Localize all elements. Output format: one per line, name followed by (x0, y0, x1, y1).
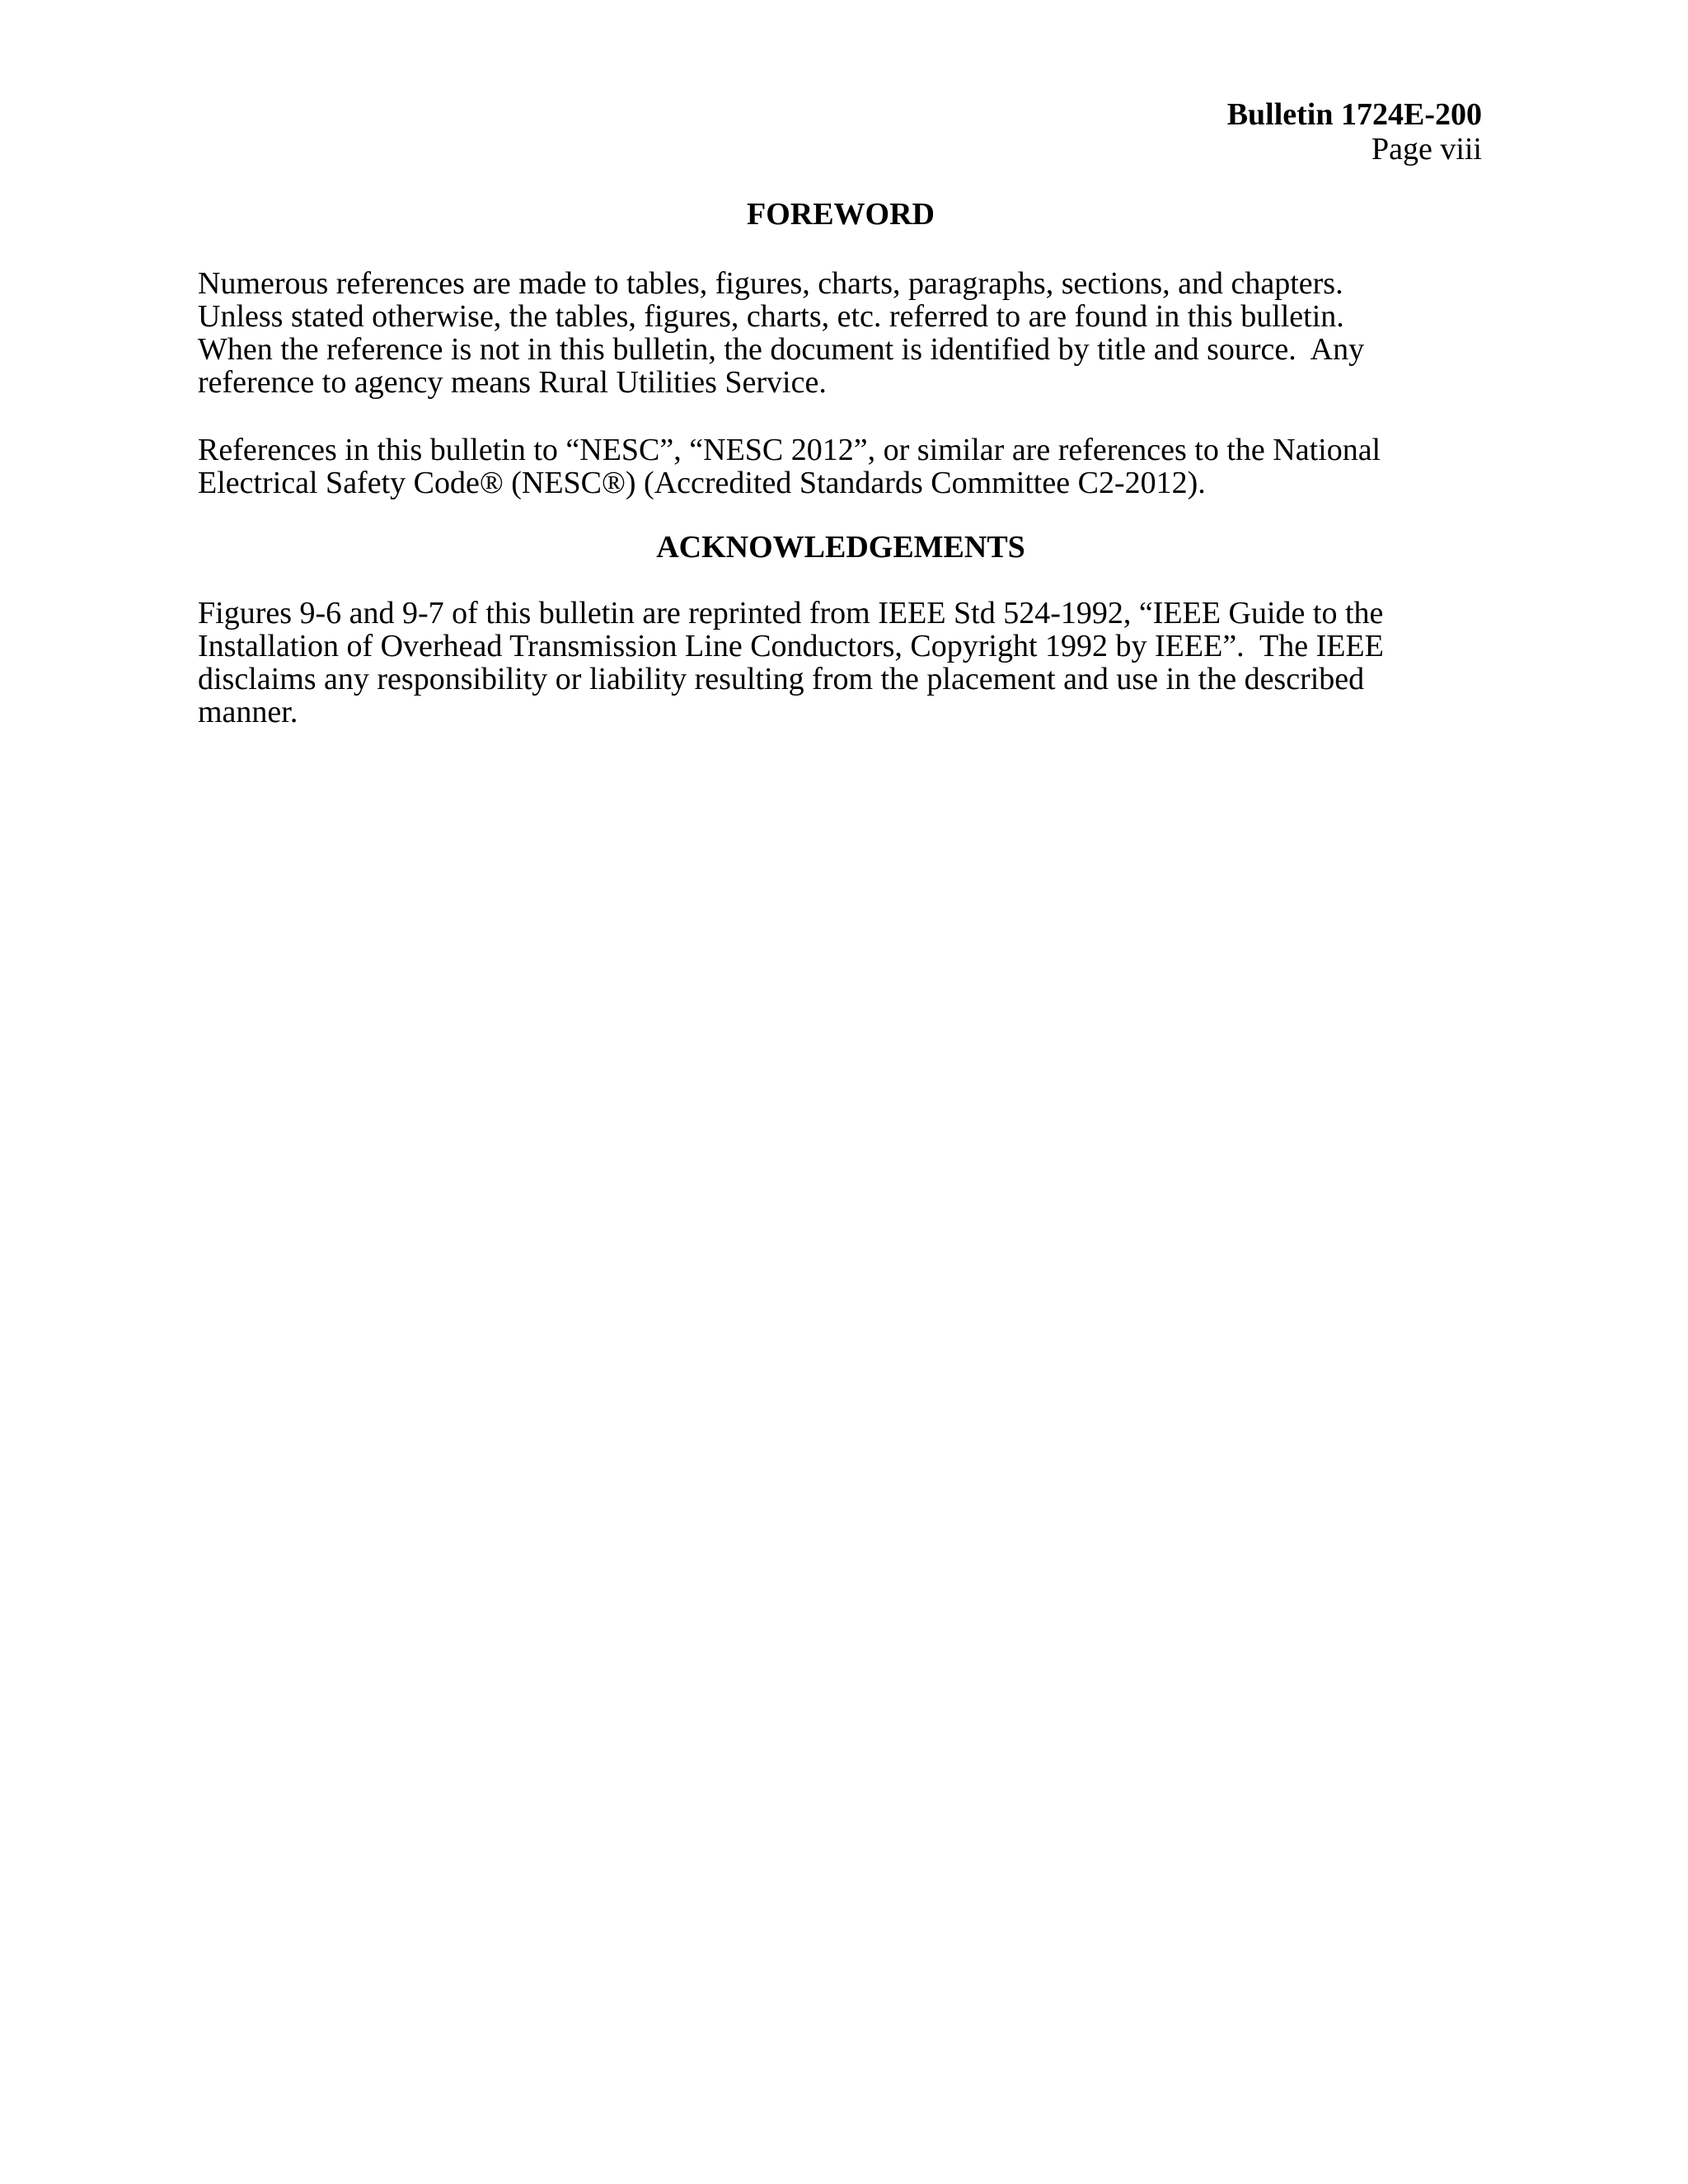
text-line: References in this bulletin to “NESC”, “NESC 2012”, or similar are references to the National (198, 433, 1381, 467)
text-line: Unless stated otherwise, the tables, figures, charts, etc. referred to are found in this bulletin. (198, 299, 1344, 334)
text-line: Numerous references are made to tables, figures, charts, paragraphs, sections, and chapters. (198, 266, 1343, 301)
page-content (198, 196, 1484, 729)
foreword-paragraph-2 (198, 434, 1484, 499)
page-number: Page viii (1371, 132, 1482, 166)
bulletin-number: Bulletin 1724E-200 (1226, 97, 1482, 132)
text-line: When the reference is not in this bulletin, the document is identified by title and source. Any (198, 332, 1365, 367)
text-line: disclaims any responsibility or liability resulting from the placement and use in the described (198, 662, 1365, 696)
acknowledgements-paragraph (198, 597, 1484, 729)
text-line: reference to agency means Rural Utilities Service. (198, 365, 827, 400)
text-line: Installation of Overhead Transmission Line Conductors, Copyright 1992 by IEEE”. The IEEE (198, 629, 1384, 663)
foreword-heading: FOREWORD (747, 197, 935, 232)
text-line: Electrical Safety Code® (NESC®) (Accredited Standards Committee C2-2012). (198, 466, 1206, 500)
text-line: Figures 9-6 and 9-7 of this bulletin are reprinted from IEEE Std 524-1992, “IEEE Guide to the (198, 596, 1384, 630)
foreword-paragraph-1 (198, 267, 1484, 399)
acknowledgements-heading: ACKNOWLEDGEMENTS (656, 530, 1025, 565)
page-header (1227, 97, 1482, 166)
text-line: manner. (198, 695, 298, 729)
